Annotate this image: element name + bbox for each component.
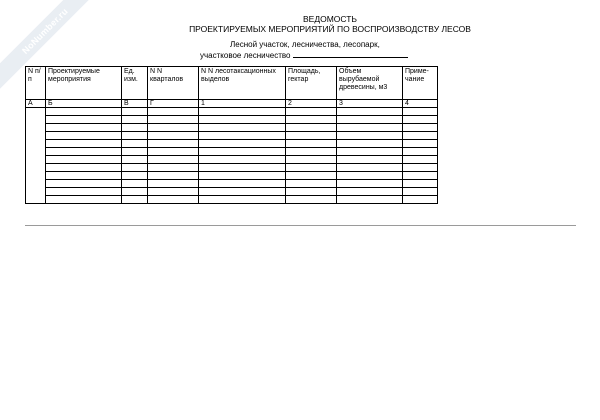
table-cell <box>403 172 438 180</box>
table-row <box>26 124 438 132</box>
table-cell <box>199 132 286 140</box>
table-cell <box>26 196 46 204</box>
table-cell <box>403 164 438 172</box>
table-cell <box>26 140 46 148</box>
header-row <box>26 67 438 100</box>
column-header: Проектируемые мероприятия <box>46 67 122 100</box>
table-cell <box>403 132 438 140</box>
column-index: Б <box>46 100 122 108</box>
column-index: 2 <box>286 100 337 108</box>
table-body <box>26 67 438 204</box>
table-cell <box>148 148 199 156</box>
table-cell <box>199 156 286 164</box>
table-cell <box>122 188 148 196</box>
table-cell <box>46 196 122 204</box>
table-cell <box>122 196 148 204</box>
table-cell <box>26 164 46 172</box>
table-cell <box>148 140 199 148</box>
table-cell <box>46 164 122 172</box>
table-cell <box>403 188 438 196</box>
table-cell <box>122 116 148 124</box>
column-index: 3 <box>337 100 403 108</box>
table-cell <box>199 108 286 116</box>
column-header: N N лесотаксационных выделов <box>199 67 286 100</box>
table-row <box>26 108 438 116</box>
district-forestry-blank <box>293 49 408 58</box>
table-cell <box>122 172 148 180</box>
column-index: А <box>26 100 46 108</box>
table-cell <box>199 180 286 188</box>
column-header: Ед. изм. <box>122 67 148 100</box>
table-row <box>26 156 438 164</box>
table-cell <box>46 156 122 164</box>
table-cell <box>337 156 403 164</box>
table-cell <box>337 196 403 204</box>
table-cell <box>337 140 403 148</box>
table-cell <box>199 148 286 156</box>
table-cell <box>286 156 337 164</box>
forest-area-label: Лесной участок, лесничества, лесопарк, <box>230 40 380 49</box>
document-subtitle: ПРОЕКТИРУЕМЫХ МЕРОПРИЯТИЙ ПО ВОСПРОИЗВОДСТВУ ЛЕСОВ <box>189 24 471 34</box>
table-cell <box>46 148 122 156</box>
column-index: Г <box>148 100 199 108</box>
table-row <box>26 172 438 180</box>
table-cell <box>286 148 337 156</box>
table-cell <box>403 156 438 164</box>
table-cell <box>46 132 122 140</box>
column-header: N п/п <box>26 67 46 100</box>
table-cell <box>26 148 46 156</box>
district-forestry-line <box>200 49 408 61</box>
table-cell <box>46 116 122 124</box>
measures-table <box>25 66 438 204</box>
table-cell <box>148 124 199 132</box>
column-header: Объем вырубаемой древесины, м3 <box>337 67 403 100</box>
table-cell <box>46 124 122 132</box>
table-cell <box>148 188 199 196</box>
table-row <box>26 116 438 124</box>
table-cell <box>122 108 148 116</box>
table-row <box>26 180 438 188</box>
table-cell <box>199 124 286 132</box>
table-cell <box>337 188 403 196</box>
table-cell <box>286 116 337 124</box>
table-cell <box>148 172 199 180</box>
table-cell <box>46 180 122 188</box>
table-row <box>26 140 438 148</box>
document-title: ВЕДОМОСТЬ <box>302 14 358 24</box>
table-cell <box>122 140 148 148</box>
page-divider <box>25 225 576 226</box>
table-cell <box>337 116 403 124</box>
table-cell <box>286 188 337 196</box>
table-cell <box>337 132 403 140</box>
table-cell <box>199 172 286 180</box>
table-cell <box>199 116 286 124</box>
table-cell <box>403 180 438 188</box>
table-cell <box>122 164 148 172</box>
table-cell <box>337 148 403 156</box>
table-cell <box>286 132 337 140</box>
table-cell <box>403 116 438 124</box>
table-cell <box>337 108 403 116</box>
table-cell <box>26 124 46 132</box>
column-index-row <box>26 100 438 108</box>
table-cell <box>403 196 438 204</box>
column-index: 4 <box>403 100 438 108</box>
table-cell <box>199 196 286 204</box>
table-cell <box>199 164 286 172</box>
table-cell <box>26 108 46 116</box>
table-cell <box>337 172 403 180</box>
table-cell <box>148 132 199 140</box>
column-index: В <box>122 100 148 108</box>
table-cell <box>286 172 337 180</box>
table-cell <box>199 188 286 196</box>
table-cell <box>122 180 148 188</box>
table-row <box>26 148 438 156</box>
table-cell <box>26 132 46 140</box>
column-header: N N кварталов <box>148 67 199 100</box>
table-cell <box>286 180 337 188</box>
column-header: Приме- чание <box>403 67 438 100</box>
table-row <box>26 164 438 172</box>
table-cell <box>403 140 438 148</box>
table-cell <box>122 132 148 140</box>
table-cell <box>122 124 148 132</box>
table-cell <box>148 164 199 172</box>
table-cell <box>26 116 46 124</box>
column-index: 1 <box>199 100 286 108</box>
table-cell <box>148 180 199 188</box>
table-cell <box>148 196 199 204</box>
table-cell <box>26 172 46 180</box>
table-cell <box>286 140 337 148</box>
table-cell <box>26 156 46 164</box>
column-header: Площадь, гектар <box>286 67 337 100</box>
table-cell <box>199 140 286 148</box>
district-forestry-label: участковое лесничество <box>200 51 291 60</box>
table-cell <box>286 124 337 132</box>
table-cell <box>337 180 403 188</box>
table-cell <box>46 188 122 196</box>
table-cell <box>148 108 199 116</box>
table-cell <box>122 156 148 164</box>
table-cell <box>46 172 122 180</box>
table-cell <box>403 148 438 156</box>
table-row <box>26 132 438 140</box>
table-cell <box>337 164 403 172</box>
table-row <box>26 196 438 204</box>
table-cell <box>148 156 199 164</box>
table-cell <box>46 108 122 116</box>
table-cell <box>337 124 403 132</box>
table-cell <box>46 140 122 148</box>
table-cell <box>403 108 438 116</box>
table-cell <box>26 188 46 196</box>
table-cell <box>403 124 438 132</box>
table-cell <box>286 108 337 116</box>
table-cell <box>286 164 337 172</box>
table-cell <box>286 196 337 204</box>
table-row <box>26 188 438 196</box>
watermark: NoNumber.ru <box>0 0 104 90</box>
table-cell <box>26 180 46 188</box>
table-cell <box>122 148 148 156</box>
table-cell <box>148 116 199 124</box>
